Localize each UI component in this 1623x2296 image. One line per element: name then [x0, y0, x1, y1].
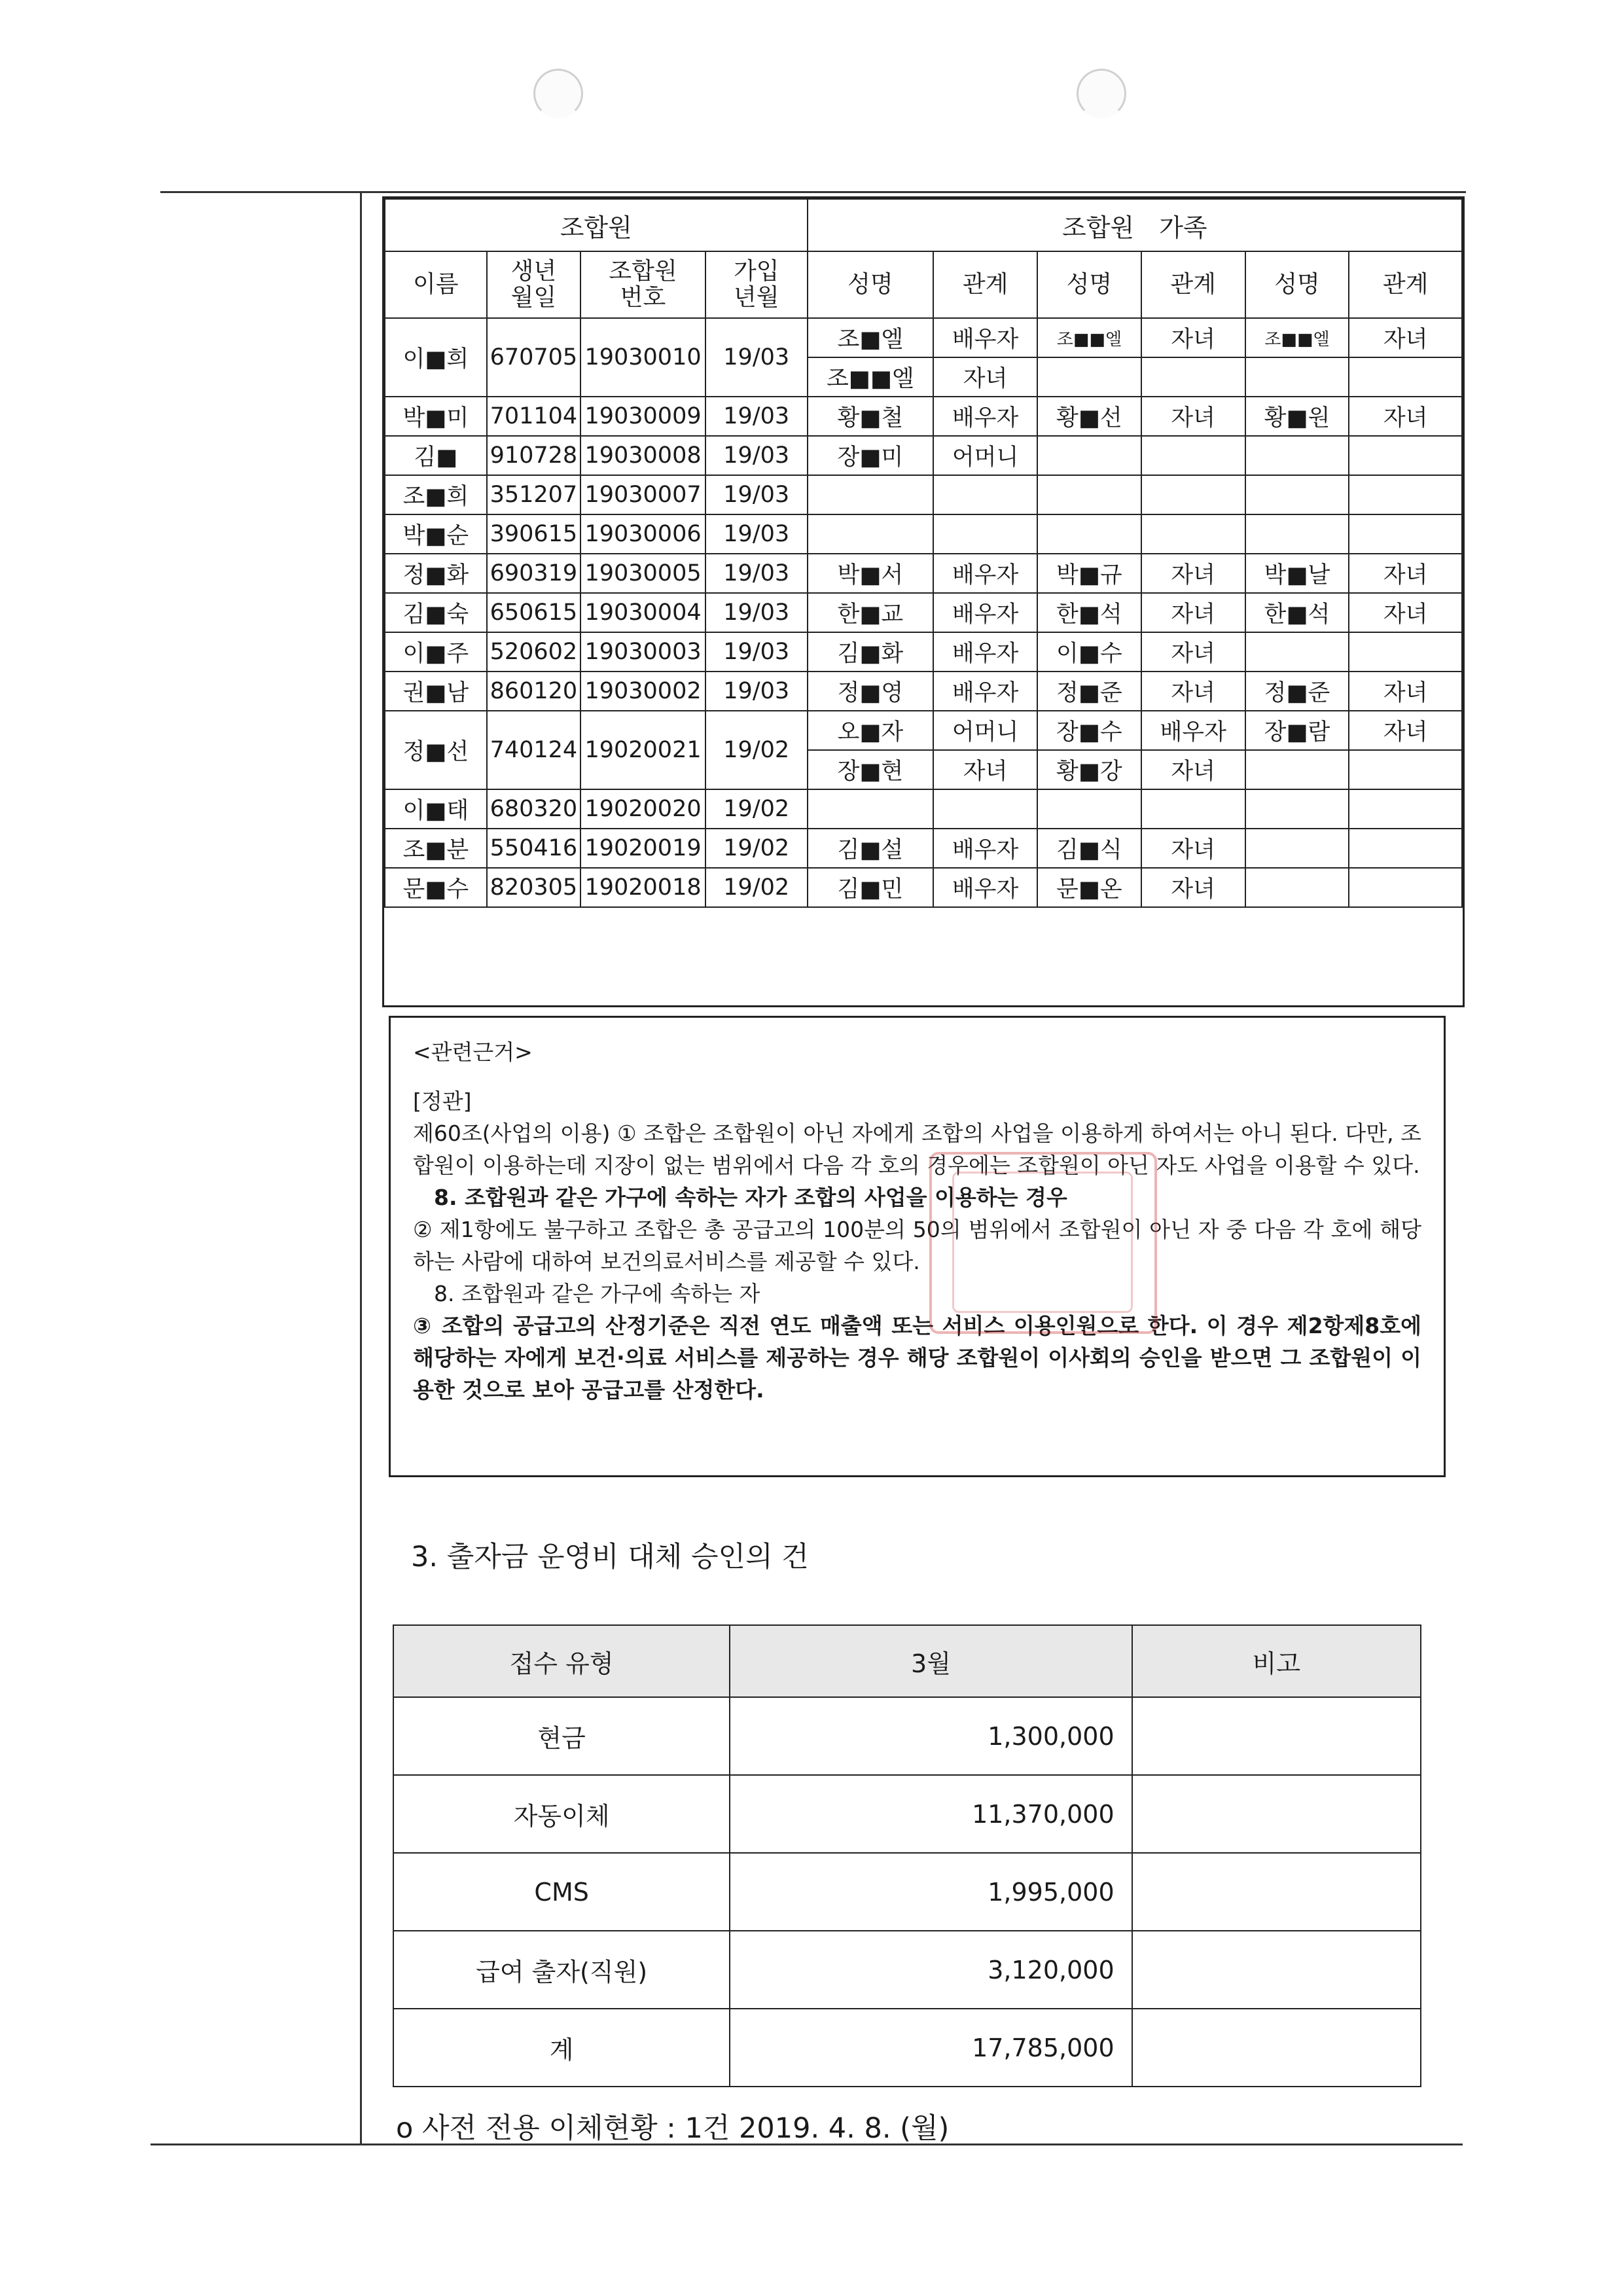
- member-name-cell: 정■화: [385, 554, 487, 593]
- family-relation-cell: 배우자: [933, 318, 1037, 357]
- member-birth-cell: 650615: [487, 593, 581, 632]
- family-name-cell: 한■석: [1245, 593, 1349, 632]
- family-name-cell: 황■원: [1245, 397, 1349, 436]
- family-name-cell: 황■선: [1037, 397, 1141, 436]
- column-header: 성명: [1245, 251, 1349, 318]
- contribution-header-row: [393, 1625, 1421, 1697]
- member-birth-cell: 860120: [487, 672, 581, 711]
- contribution-type-cell: 급여 출자(직원): [393, 1931, 730, 2009]
- family-name-cell: 정■준: [1245, 672, 1349, 711]
- family-name-cell: 한■석: [1037, 593, 1141, 632]
- member-name-cell: 이■태: [385, 789, 487, 829]
- family-relation-cell: 어머니: [933, 436, 1037, 475]
- member-birth-cell: 390615: [487, 514, 581, 554]
- member-number-cell: 19030007: [580, 475, 705, 514]
- family-name-cell: 황■강: [1037, 750, 1141, 789]
- member-birth-cell: 701104: [487, 397, 581, 436]
- column-header: 가입 년월: [705, 251, 808, 318]
- contribution-type-cell: CMS: [393, 1853, 730, 1931]
- family-relation-cell: 자녀: [1141, 593, 1245, 632]
- member-birth-cell: 680320: [487, 789, 581, 829]
- type-column-header: 접수 유형: [393, 1625, 730, 1697]
- family-relation-cell: 자녀: [1141, 632, 1245, 672]
- family-name-cell: 조■■엘: [1245, 318, 1349, 357]
- member-joined-cell: 19/03: [705, 593, 808, 632]
- contribution-type-cell: 자동이체: [393, 1775, 730, 1853]
- member-birth-cell: 820305: [487, 868, 581, 907]
- family-relation-cell: 자녀: [1141, 318, 1245, 357]
- family-name-cell: 김■화: [808, 632, 934, 672]
- basis-article-60-p1: 제60조(사업의 이용) ① 조합은 조합원이 아닌 자에게 조합의 사업을 이용하게 하여서는 아니 된다. 다만, 조합원이 이용하는데 지장이 없는 범위에서 다음 각 호의 경우에는 조합원이 아닌 자도 사업을 이용할 수 있다.: [413, 1121, 1421, 1178]
- family-relation-cell: 배우자: [933, 672, 1037, 711]
- contribution-type-cell: 계: [393, 2009, 730, 2087]
- member-joined-cell: 19/03: [705, 397, 808, 436]
- table-row: [393, 1853, 1421, 1931]
- member-joined-cell: 19/03: [705, 436, 808, 475]
- contribution-note-cell: [1132, 2009, 1421, 2087]
- member-birth-cell: 520602: [487, 632, 581, 672]
- family-name-cell: 김■민: [808, 868, 934, 907]
- basis-article-60-p1-item: 8. 조합원과 같은 가구에 속하는 자가 조합의 사업을 이용하는 경우: [434, 1185, 1067, 1210]
- member-number-cell: 19030005: [580, 554, 705, 593]
- member-birth-cell: 740124: [487, 711, 581, 789]
- family-name-cell: 정■준: [1037, 672, 1141, 711]
- member-name-cell: 조■분: [385, 829, 487, 868]
- member-name-cell: 이■주: [385, 632, 487, 672]
- member-joined-cell: 19/02: [705, 789, 808, 829]
- family-relation-cell: 자녀: [1349, 711, 1462, 750]
- family-name-cell: 정■영: [808, 672, 934, 711]
- family-relation-cell: 어머니: [933, 711, 1037, 750]
- family-relation-cell: 배우자: [933, 868, 1037, 907]
- contribution-note-cell: [1132, 1853, 1421, 1931]
- family-relation-cell: 자녀: [933, 750, 1037, 789]
- contribution-note-cell: [1132, 1697, 1421, 1775]
- family-name-cell: 박■날: [1245, 554, 1349, 593]
- member-joined-cell: 19/03: [705, 475, 808, 514]
- note-column-header: 비고: [1132, 1625, 1421, 1697]
- family-name-cell: 문■온: [1037, 868, 1141, 907]
- margin-rule: [360, 191, 362, 2145]
- basis-subtitle: [정관]: [413, 1088, 472, 1114]
- family-relation-cell: 자녀: [1349, 672, 1462, 711]
- family-relation-cell: 배우자: [933, 632, 1037, 672]
- member-number-cell: 19030003: [580, 632, 705, 672]
- family-name-cell: 황■철: [808, 397, 934, 436]
- contribution-amount-cell: 3,120,000: [730, 1931, 1132, 2009]
- member-joined-cell: 19/03: [705, 554, 808, 593]
- family-name-cell: 박■규: [1037, 554, 1141, 593]
- family-name-cell: 박■서: [808, 554, 934, 593]
- family-relation-cell: 자녀: [1141, 554, 1245, 593]
- family-name-cell: 조■■엘: [808, 357, 934, 397]
- contribution-amount-cell: 1,300,000: [730, 1697, 1132, 1775]
- member-birth-cell: 550416: [487, 829, 581, 868]
- basis-title: <관련근거>: [413, 1039, 533, 1065]
- family-relation-cell: 자녀: [1141, 750, 1245, 789]
- family-relation-cell: 자녀: [1141, 868, 1245, 907]
- family-relation-cell: 자녀: [1141, 829, 1245, 868]
- column-header: 생년 월일: [487, 251, 581, 318]
- top-rule: [160, 191, 1466, 193]
- member-name-cell: 김■: [385, 436, 487, 475]
- punch-hole-right: [1077, 69, 1126, 118]
- member-number-cell: 19020020: [580, 789, 705, 829]
- transfer-status-note: o 사전 전용 이체현황 : 1건 2019. 4. 8. (월): [396, 2112, 950, 2145]
- member-name-cell: 이■희: [385, 318, 487, 397]
- member-number-cell: 19020019: [580, 829, 705, 868]
- contribution-type-cell: 현금: [393, 1697, 730, 1775]
- contribution-amount-cell: 11,370,000: [730, 1775, 1132, 1853]
- member-name-cell: 정■선: [385, 711, 487, 789]
- family-relation-cell: 자녀: [1349, 397, 1462, 436]
- member-number-cell: 19030009: [580, 397, 705, 436]
- family-name-cell: 김■식: [1037, 829, 1141, 868]
- member-name-cell: 문■수: [385, 868, 487, 907]
- column-header: 성명: [1037, 251, 1141, 318]
- member-name-cell: 권■남: [385, 672, 487, 711]
- member-name-cell: 김■숙: [385, 593, 487, 632]
- member-joined-cell: 19/03: [705, 514, 808, 554]
- basis-article-60-p3: ③ 조합의 공급고의 산정기준은 직전 연도 매출액 또는 서비스 이용인원으로 한다. 이 경우 제2항제8호에 해당하는 자에게 보건·의료 서비스를 제공하는 경우 해당 조합원이 이사회의 승인을 받으면 그 조합원이 이용한 것으로 보아 공급고를 산정한다.: [413, 1313, 1421, 1403]
- family-name-cell: 장■수: [1037, 711, 1141, 750]
- member-joined-cell: 19/03: [705, 632, 808, 672]
- member-birth-cell: 690319: [487, 554, 581, 593]
- contribution-note-cell: [1132, 1775, 1421, 1853]
- column-header: 이름: [385, 251, 487, 318]
- family-relation-cell: 자녀: [1349, 318, 1462, 357]
- month-column-header: 3월: [730, 1625, 1132, 1697]
- basis-article-60-p2: ② 제1항에도 불구하고 조합은 총 공급고의 100분의 50의 범위에서 조합원이 아닌 자 중 다음 각 호에 해당하는 사람에 대하여 보건의료서비스를 제공할 수 있다.: [413, 1217, 1421, 1274]
- punch-hole-left: [533, 69, 583, 118]
- members-table-outer-border: [382, 196, 1465, 1007]
- table-row: [393, 1931, 1421, 2009]
- member-birth-cell: 351207: [487, 475, 581, 514]
- member-name-cell: 박■미: [385, 397, 487, 436]
- seal-stamp-inner: [952, 1172, 1133, 1313]
- family-name-cell: 장■람: [1245, 711, 1349, 750]
- member-number-cell: 19030010: [580, 318, 705, 397]
- member-number-cell: 19030008: [580, 436, 705, 475]
- family-name-cell: 조■엘: [808, 318, 934, 357]
- contribution-table: [393, 1624, 1421, 2087]
- table-row: [393, 2009, 1421, 2087]
- family-relation-cell: 자녀: [1141, 397, 1245, 436]
- column-header: 성명: [808, 251, 934, 318]
- family-relation-cell: 자녀: [933, 357, 1037, 397]
- column-header: 관계: [933, 251, 1037, 318]
- family-name-cell: 한■교: [808, 593, 934, 632]
- family-group-header: 조합원 가족: [808, 199, 1462, 251]
- member-joined-cell: 19/02: [705, 829, 808, 868]
- section-3-heading: 3. 출자금 운영비 대체 승인의 건: [411, 1541, 809, 1573]
- column-header: 관계: [1349, 251, 1462, 318]
- member-birth-cell: 910728: [487, 436, 581, 475]
- member-name-cell: 박■순: [385, 514, 487, 554]
- family-relation-cell: 자녀: [1141, 672, 1245, 711]
- member-number-cell: 19030006: [580, 514, 705, 554]
- family-name-cell: 조■■엘: [1037, 318, 1141, 357]
- member-group-header: 조합원: [385, 199, 808, 251]
- family-relation-cell: 자녀: [1349, 554, 1462, 593]
- member-joined-cell: 19/02: [705, 711, 808, 789]
- family-relation-cell: 배우자: [933, 554, 1037, 593]
- member-joined-cell: 19/03: [705, 672, 808, 711]
- family-relation-cell: 배우자: [933, 593, 1037, 632]
- member-joined-cell: 19/03: [705, 318, 808, 397]
- member-birth-cell: 670705: [487, 318, 581, 397]
- family-relation-cell: 배우자: [933, 829, 1037, 868]
- basis-article-60-p2-item: 8. 조합원과 같은 가구에 속하는 자: [434, 1281, 760, 1306]
- member-joined-cell: 19/02: [705, 868, 808, 907]
- column-header: 조합원 번호: [580, 251, 705, 318]
- column-header: 관계: [1141, 251, 1245, 318]
- family-name-cell: 장■현: [808, 750, 934, 789]
- family-name-cell: 김■설: [808, 829, 934, 868]
- legal-basis-box: [389, 1016, 1446, 1477]
- family-name-cell: 오■자: [808, 711, 934, 750]
- family-relation-cell: 배우자: [1141, 711, 1245, 750]
- family-relation-cell: 자녀: [1349, 593, 1462, 632]
- member-number-cell: 19030002: [580, 672, 705, 711]
- contribution-note-cell: [1132, 1931, 1421, 2009]
- contribution-amount-cell: 17,785,000: [730, 2009, 1132, 2087]
- member-number-cell: 19020021: [580, 711, 705, 789]
- family-name-cell: 장■미: [808, 436, 934, 475]
- contribution-amount-cell: 1,995,000: [730, 1853, 1132, 1931]
- member-number-cell: 19020018: [580, 868, 705, 907]
- member-name-cell: 조■희: [385, 475, 487, 514]
- family-name-cell: 이■수: [1037, 632, 1141, 672]
- table-row: [393, 1697, 1421, 1775]
- member-number-cell: 19030004: [580, 593, 705, 632]
- table-row: [393, 1775, 1421, 1853]
- family-relation-cell: 배우자: [933, 397, 1037, 436]
